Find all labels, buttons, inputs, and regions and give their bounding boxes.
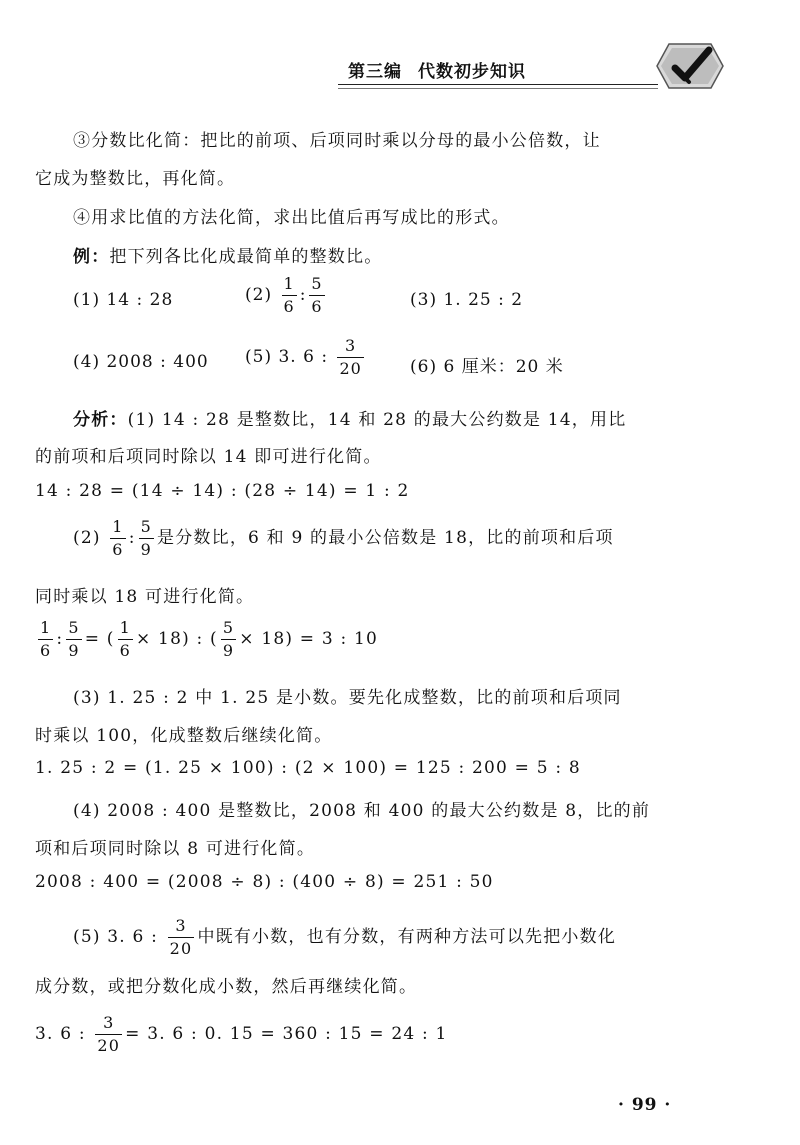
analysis-1-line-2: 的前项和后项同时除以 14 即可进行化简。 (35, 447, 382, 467)
fraction (38, 620, 53, 659)
equation-part: = ( (84, 629, 115, 649)
numerator: 3 (345, 336, 357, 355)
analysis-4-equation: 2008 : 400 = (2008 ÷ 8) : (400 ÷ 8) = 251 : 50 (35, 872, 494, 892)
fraction (337, 338, 363, 377)
equation-part: × 18) : ( (136, 629, 218, 649)
denominator: 6 (283, 297, 295, 316)
fraction (309, 276, 324, 315)
denominator: 9 (68, 641, 80, 660)
numerator: 5 (222, 618, 235, 637)
equation-part: = 3. 6 : 0. 15 = 360 : 15 = 24 : 1 (125, 1024, 448, 1044)
analysis-1-text: (1) 14 : 28 是整数比，14 和 28 的最大公约数是 14，用比 (127, 410, 627, 430)
analysis-3-line-2: 时乘以 100，化成整数后继续化简。 (35, 726, 333, 746)
analysis-2-text: 是分数比，6 和 9 的最小公倍数是 18，比的前项和后项 (157, 528, 614, 548)
example-item-1: (1) 14 : 28 (73, 290, 174, 310)
header-title: 代数初步知识 (418, 62, 526, 82)
denominator: 9 (222, 641, 235, 660)
numerator: 1 (283, 274, 295, 293)
analysis-5-equation (35, 1015, 448, 1054)
analysis-2-prefix: (2) (73, 528, 101, 548)
numerator: 1 (112, 517, 124, 536)
example-text: 把下列各比化成最简单的整数比。 (109, 247, 383, 267)
analysis-4-line-2: 项和后项同时除以 8 可进行化简。 (35, 839, 316, 859)
denominator: 20 (339, 359, 362, 378)
fraction (110, 519, 125, 558)
fraction (221, 620, 236, 659)
header-rule-thin (338, 88, 658, 89)
example-item-6: (6) 6 厘米：20 米 (410, 357, 564, 377)
analysis-5-text: 中既有小数，也有分数，有两种方法可以先把小数化 (197, 927, 617, 947)
analysis-label: 分析： (73, 410, 128, 430)
numerator: 3 (175, 916, 187, 935)
header-rule (338, 84, 658, 85)
fraction (118, 620, 133, 659)
rule-4: ④用求比值的方法化简，求出比值后再写成比的形式。 (73, 208, 510, 228)
running-header (348, 57, 526, 82)
denominator: 6 (40, 641, 52, 660)
equation-part: × 18) = 3 : 10 (239, 629, 379, 649)
fraction (168, 918, 195, 957)
rule-3-line-1: ③分数比化简：把比的前项、后项同时乘以分母的最小公倍数，让 (73, 131, 601, 151)
denominator: 20 (97, 1036, 121, 1055)
item-2-prefix: (2) (245, 285, 273, 305)
fraction (66, 620, 81, 659)
analysis-2-line-2: 同时乘以 18 可进行化简。 (35, 587, 255, 607)
analysis-3-equation: 1. 25 : 2 = (1. 25 × 100) : (2 × 100) = 125 : 200 = 5 : 8 (35, 758, 581, 778)
numerator: 5 (311, 274, 323, 293)
analysis-1-line-1 (73, 405, 626, 430)
numerator: 3 (103, 1013, 115, 1032)
example-item-2: (2) $\frac{1}{6}$ : $\frac{5}{6}$ (245, 274, 323, 316)
example-item-3: (3) 1. 25 : 2 (410, 290, 524, 310)
denominator: 20 (169, 939, 193, 958)
denominator: 9 (140, 540, 153, 559)
fraction (95, 1015, 122, 1054)
example-label: 例： (73, 247, 110, 267)
numerator: 1 (119, 618, 131, 637)
numerator: 1 (40, 618, 52, 637)
equation-part: 3. 6 : (35, 1024, 86, 1044)
numerator: 5 (68, 618, 80, 637)
example-item-4: (4) 2008 : 400 (73, 352, 209, 372)
denominator: 6 (119, 641, 131, 660)
analysis-5-prefix: (5) 3. 6 : (73, 927, 159, 947)
fraction (282, 276, 297, 315)
example-heading (73, 242, 382, 267)
checkmark-badge-icon (655, 38, 725, 94)
analysis-2-equation: $\frac{1}{6}$ : $\frac{5}{9}$ = ( $\frac{1}{6}$ × 18) : ( $\frac{5}{9}$ × 18) = 3 : 10 (40, 618, 379, 660)
example-item-5 (245, 338, 367, 377)
denominator: 6 (112, 540, 124, 559)
analysis-5-line-2: 成分数，或把分数化成小数，然后再继续化简。 (35, 977, 418, 997)
denominator: 6 (311, 297, 323, 316)
analysis-2-line-1: (2) $\frac{1}{6}$ : $\frac{5}{9}$ 是分数比，6 和 9 的最小公倍数是 18，比的前项和后项 (73, 517, 614, 559)
fraction (139, 519, 154, 558)
analysis-1-equation: 14 : 28 = (14 ÷ 14) : (28 ÷ 14) = 1 : 2 (35, 481, 410, 501)
numerator: 5 (140, 517, 153, 536)
header-part: 第三编 (348, 62, 402, 82)
analysis-3-line-1: (3) 1. 25 : 2 中 1. 25 是小数。要先化成整数，比的前项和后项同 (73, 688, 622, 708)
item-5-prefix: (5) 3. 6 : (245, 347, 329, 367)
analysis-4-line-1: (4) 2008 : 400 是整数比，2008 和 400 的最大公约数是 8，比的前 (73, 801, 651, 821)
rule-3-line-2: 它成为整数比，再化简。 (35, 169, 236, 189)
page-number: · 99 · (618, 1095, 672, 1115)
analysis-5-line-1 (73, 918, 616, 957)
